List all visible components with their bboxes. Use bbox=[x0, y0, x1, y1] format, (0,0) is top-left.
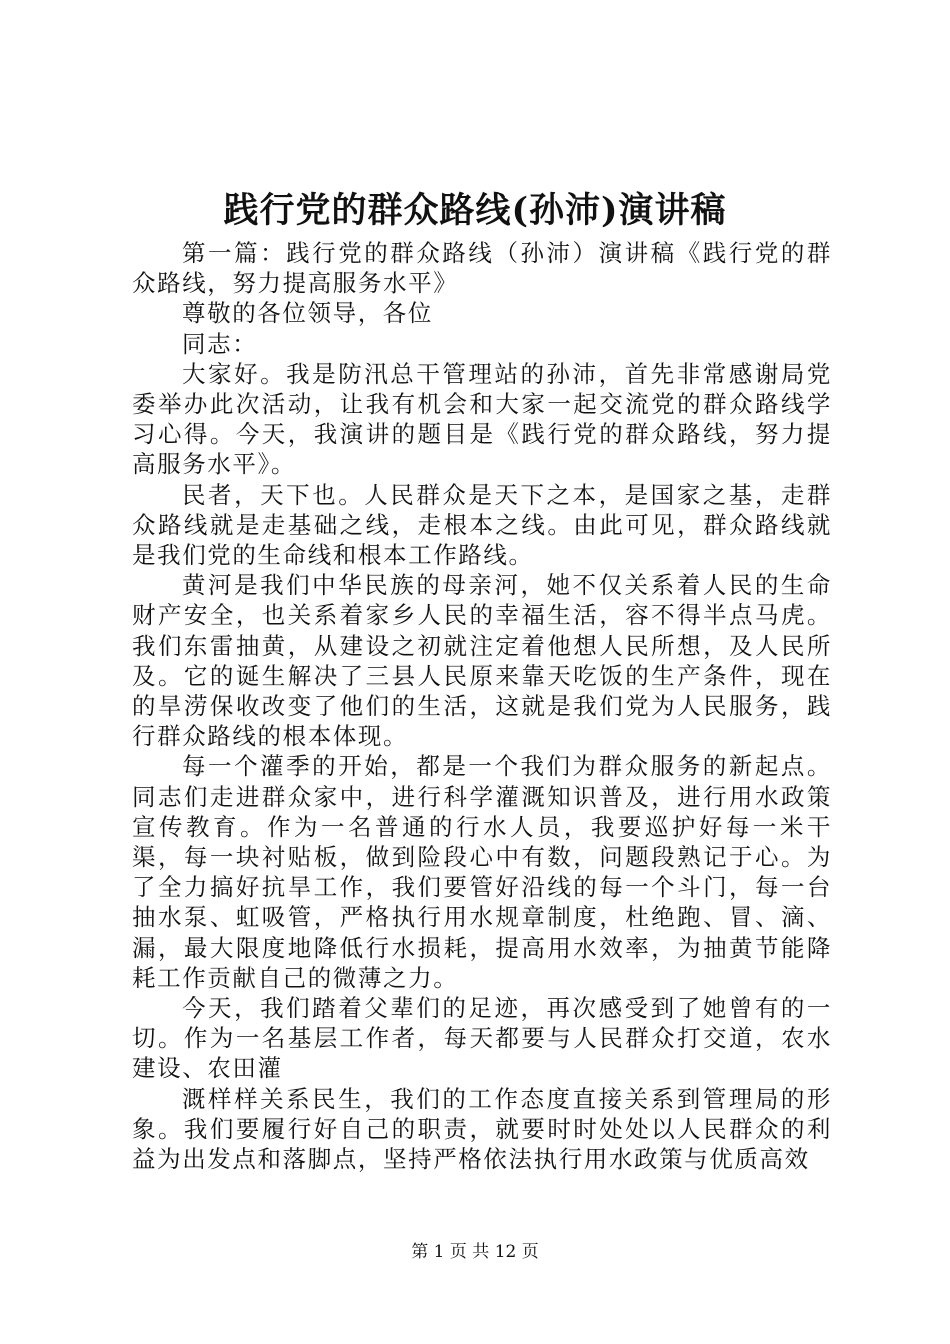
paragraph-9: 溉样样关系民生，我们的工作态度直接关系到管理局的形象。我们要履行好自己的职责，就要时时处处以人民群众的利益为出发点和落脚点，坚持严格依法执行用水政策与优质高效 bbox=[132, 1084, 832, 1174]
paragraph-7: 每一个灌季的开始，都是一个我们为群众服务的新起点。同志们走进群众家中，进行科学灌溉知识普及，进行用水政策宣传教育。作为一名普通的行水人员，我要巡护好每一米干渠，每一块衬贴板，做到险段心中有数，问题段熟记于心。为了全力搞好抗旱工作，我们要管好沿线的每一个斗门，每一台抽水泵、虹吸管，严格执行用水规章制度，杜绝跑、冒、滴、漏，最大限度地降低行水损耗，提高用水效率，为抽黄节能降耗工作贡献自己的微薄之力。 bbox=[132, 752, 832, 992]
paragraph-1: 第一篇：践行党的群众路线（孙沛）演讲稿《践行党的群众路线，努力提高服务水平》 bbox=[132, 239, 832, 298]
page-footer: 第 1 页 共 12 页 bbox=[411, 1242, 539, 1262]
document-body bbox=[132, 238, 832, 1174]
document-title: 践行党的群众路线(孙沛)演讲稿 bbox=[223, 190, 727, 231]
paragraph-2: 尊敬的各位领导，各位 bbox=[182, 299, 433, 328]
paragraph-3: 同志： bbox=[182, 329, 258, 358]
paragraph-8: 今天，我们踏着父辈们的足迹，再次感受到了她曾有的一切。作为一名基层工作者，每天都要与人民群众打交道，农水建设、农田灌 bbox=[132, 994, 832, 1083]
paragraph-6: 黄河是我们中华民族的母亲河，她不仅关系着人民的生命财产安全，也关系着家乡人民的幸福生活，容不得半点马虎。我们东雷抽黄，从建设之初就注定着他想人民所想，及人民所及。它的诞生解决了三县人民原来靠天吃饭的生产条件，现在的旱涝保收改变了他们的生活，这就是我们党为人民服务，践行群众路线的根本体现。 bbox=[132, 571, 832, 751]
paragraph-5: 民者，天下也。人民群众是天下之本，是国家之基，走群众路线就是走基础之线，走根本之线。由此可见，群众路线就是我们党的生命线和根本工作路线。 bbox=[132, 480, 832, 570]
paragraph-4: 大家好。我是防汛总干管理站的孙沛，首先非常感谢局党委举办此次活动，让我有机会和大家一起交流党的群众路线学习心得。今天，我演讲的题目是《践行党的群众路线，努力提高服务水平》。 bbox=[132, 359, 832, 479]
